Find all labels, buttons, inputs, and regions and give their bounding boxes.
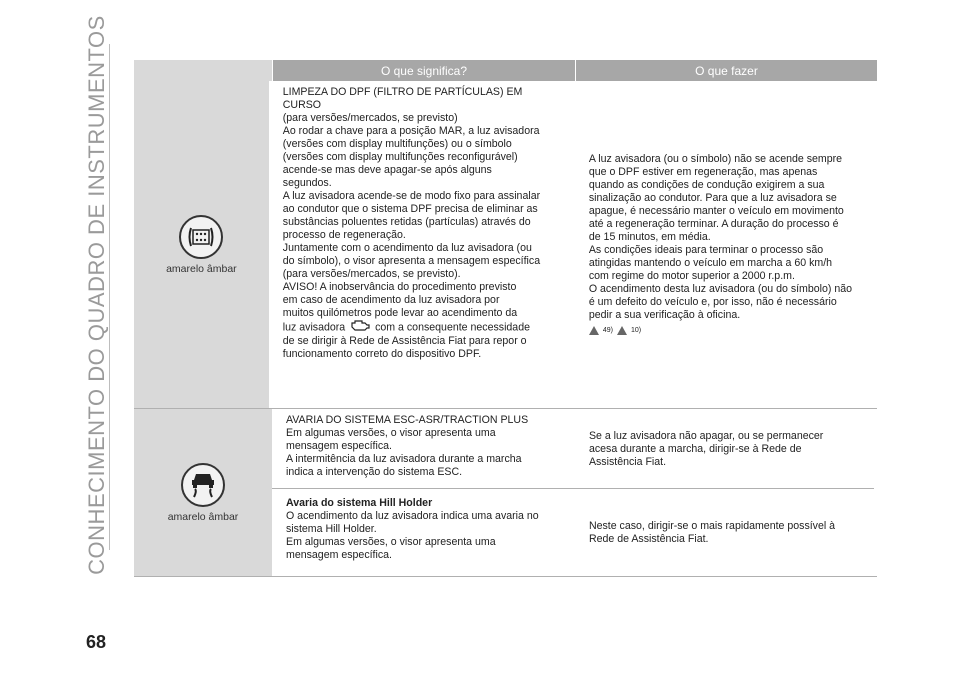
page-number: 68 [86,632,107,652]
meaning-line: A luz avisadora acende-se de modo fixo para assinalar [282,190,541,202]
dpf-icon [179,215,223,259]
meaning-line: LIMPEZA DO DPF (FILTRO DE PARTÍCULAS) EM [282,86,523,98]
action-line: pedir a sua verificação à oficina. [588,309,741,321]
meaning-line: Juntamente com o acendimento da luz avisadora (ou [282,242,532,254]
warning-lights-table [134,60,877,577]
meaning-line: mensagem específica. [286,549,392,561]
meaning-line: acende-se mas deve apagar-se após alguns [282,164,492,176]
action-line: atingidas mantendo o veículo em marcha a 60 km/h [588,257,833,269]
meaning-line: ao condutor que o sistema DPF precisa de eliminar as [282,203,538,215]
header-meaning: O que significa? [273,60,575,81]
icon-cell [134,81,269,408]
action-cell [575,409,874,488]
meaning-line: indica a intervenção do sistema ESC. [286,466,463,478]
meaning-line: processo de regeneração. [282,229,406,241]
warning-ref: 49) [602,327,613,334]
meaning-line: de se dirigir à Rede de Assistência Fiat para repor o [282,335,527,347]
meaning-line: (para versões/mercados, se previsto). [282,268,461,280]
meaning-cell [272,489,575,575]
table-header [134,60,877,81]
meaning-line: CURSO [282,99,322,111]
engine-check-icon [350,320,370,335]
meaning-line: Em algumas versões, o visor apresenta uma [286,536,496,548]
icon-cell [134,409,272,576]
action-cell [575,489,874,575]
action-cell [575,81,877,408]
action-line: acesa durante a marcha, dirigir-se à Rede de [588,442,802,455]
meaning-cell [269,81,575,408]
action-line: de 15 minutos, em média. [588,231,711,243]
esc-skid-icon [181,463,225,507]
action-line: Assistência Fiat. [588,455,667,468]
warning-triangle-icon [617,326,627,335]
meaning-line-with-icon: luz avisadora com a consequente necessidade [282,321,530,334]
action-line: que o DPF estiver em regeneração, mas apenas [588,166,818,178]
meaning-line: Em algumas versões, o visor apresenta uma [286,427,496,439]
meaning-line: AVISO! A inobservância do procedimento previsto [282,281,517,293]
table-row [134,409,877,577]
table-row [134,81,877,409]
sub-row-hill-holder [272,488,874,575]
warning-refs [589,324,874,337]
meaning-line: substâncias poluentes retidas (partículas) através do [282,216,531,228]
meaning-title: Avaria do sistema Hill Holder [286,497,433,509]
meaning-line: em caso de acendimento da luz avisadora por [282,294,500,306]
meaning-line: AVARIA DO SISTEMA ESC-ASR/TRACTION PLUS [286,414,529,426]
meaning-cell [272,409,575,488]
header-action: O que fazer [576,60,877,81]
action-line: sinalização ao condutor. Para que a luz avisadora se [588,192,837,204]
icon-color-label: amarelo âmbar [166,262,237,275]
action-line: Neste caso, dirigir-se o mais rapidamente possível à [588,519,836,532]
action-line: é um defeito do veículo e, por isso, não é necessário [588,296,837,308]
action-line: com regime do motor superior a 2000 r.p.m. [588,270,795,282]
action-line: Rede de Assistência Fiat. [588,532,709,545]
meaning-line: do símbolo), o visor apresenta a mensagem específica [282,255,541,267]
icon-color-label: amarelo âmbar [167,510,239,523]
action-line: até a regeneração terminar. A duração do processo é [588,218,839,230]
meaning-line: sistema Hill Holder. [286,523,377,535]
action-line: As condições ideais para terminar o processo são [588,244,824,256]
side-section-title: CONHECIMENTO DO QUADRO DE INSTRUMENTOS [84,15,110,575]
side-divider [109,44,110,550]
action-line: O acendimento desta luz avisadora (ou do símbolo) não [588,283,853,295]
meaning-line: Ao rodar a chave para a posição MAR, a luz avisadora [282,125,540,137]
meaning-line: O acendimento da luz avisadora indica uma avaria no [286,510,539,522]
meaning-line: A intermitência da luz avisadora durante a marcha [286,453,522,465]
action-line: A luz avisadora (ou o símbolo) não se acende sempre [588,153,843,165]
action-line: quando as condições de condução exigirem a sua [588,179,825,191]
sub-row-esc [272,409,874,488]
warning-ref: 10) [630,327,642,334]
meaning-line: segundos. [282,177,332,189]
meaning-line: mensagem específica. [286,440,392,452]
meaning-line: (versões com display multifunções reconfigurável) [282,151,518,163]
action-line: Se a luz avisadora não apagar, ou se permanecer [588,429,824,442]
header-icon-cell [134,60,272,81]
warning-triangle-icon [589,326,599,335]
sub-rows [272,409,874,576]
meaning-line: (versões com display multifunções) ou o símbolo [282,138,512,150]
meaning-line: funcionamento correto do dispositivo DPF. [282,348,482,360]
action-line: apague, é necessário manter o veículo em movimento [588,205,844,217]
meaning-line: (para versões/mercados, se previsto) [282,112,458,124]
meaning-line: muitos quilómetros pode levar ao acendimento da [282,307,518,319]
